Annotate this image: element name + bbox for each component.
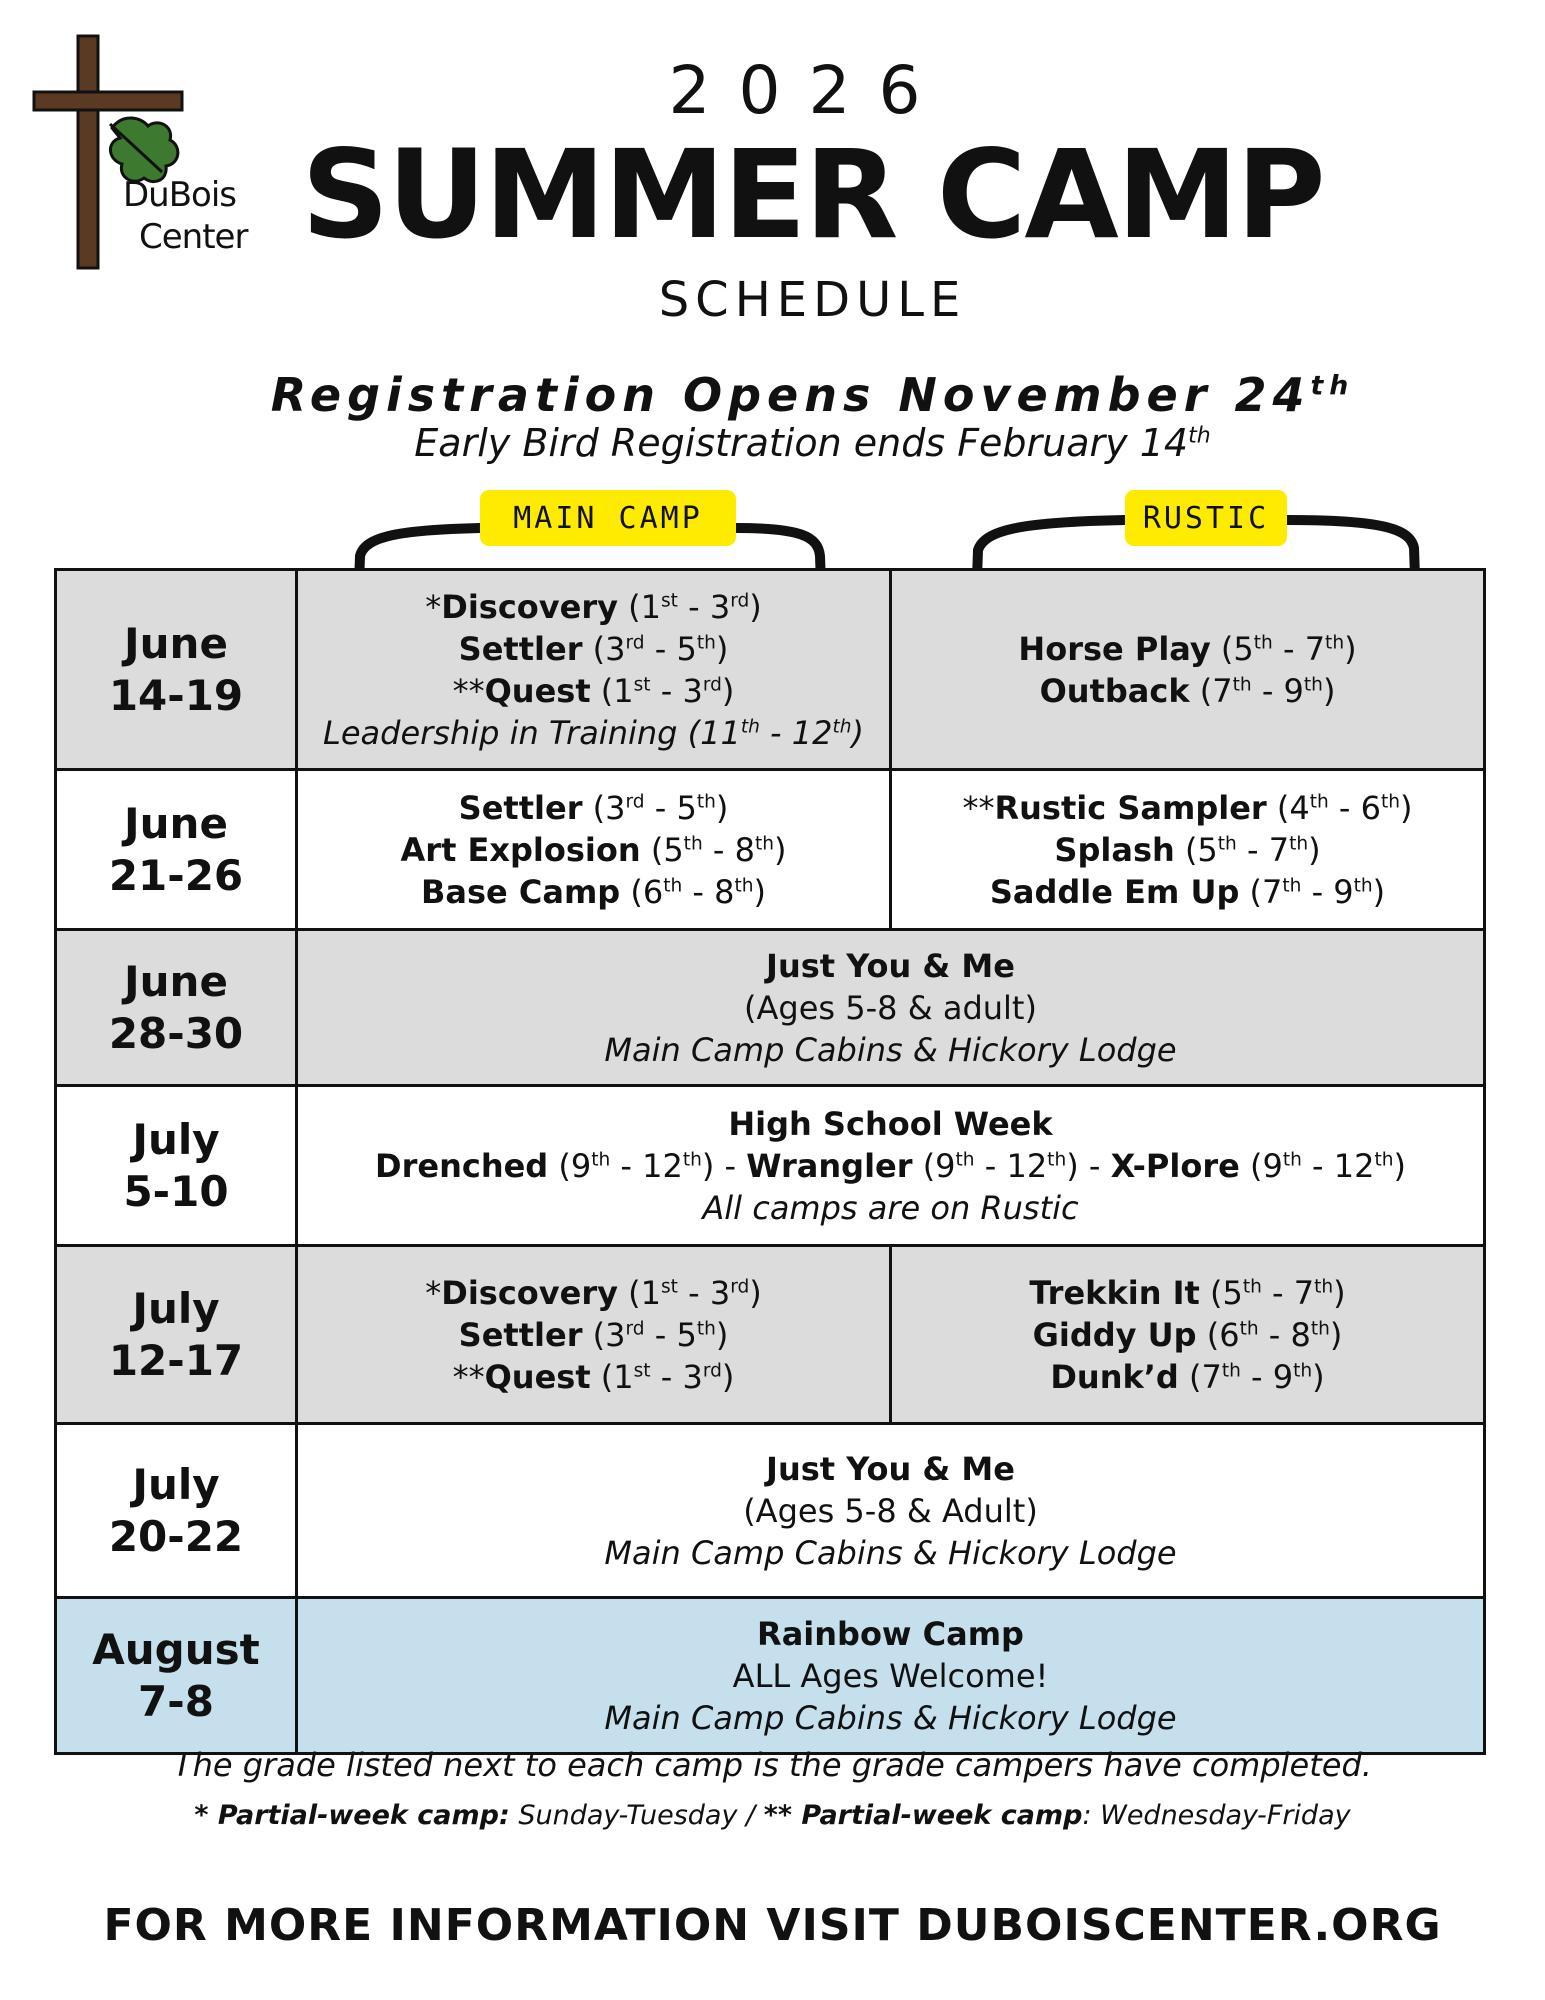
- rustic-cell: [891, 770, 1485, 930]
- grade-suffix: th: [1325, 631, 1345, 653]
- grade-end: 9: [1283, 671, 1304, 710]
- grade-start: 3: [605, 788, 626, 827]
- schedule-row: [56, 1246, 1485, 1424]
- grade-end: 12: [642, 1146, 683, 1185]
- grade-range: (1st - 3rd): [590, 671, 735, 710]
- camp-item: [306, 586, 881, 628]
- rustic-cell: [891, 1246, 1485, 1424]
- event-location: All camps are on Rustic: [702, 1188, 1079, 1227]
- grade-suffix: th: [1303, 673, 1323, 695]
- partial-week-note: * Partial-week camp: Sunday-Tuesday / ** Partial-week camp: Wednesday-Friday: [194, 1800, 1351, 1831]
- date-month: August: [92, 1624, 260, 1674]
- grade-end: 3: [709, 587, 731, 626]
- grade-range: (5th - 7th): [1210, 629, 1357, 668]
- event-subtitle: ALL Ages Welcome!: [732, 1656, 1049, 1695]
- grade-note: The grade listed next to each camp is the grade campers have completed.: [173, 1746, 1372, 1784]
- schedule-row: [56, 570, 1485, 770]
- row-date: [56, 1424, 297, 1598]
- camp-name: Giddy Up: [1032, 1315, 1197, 1354]
- grade-end: 3: [682, 671, 703, 710]
- grade-end: 7: [1304, 629, 1326, 668]
- row-date: [56, 1246, 297, 1424]
- event-location: Main Camp Cabins & Hickory Lodge: [604, 1030, 1177, 1069]
- grade-start: 5: [663, 830, 684, 869]
- camp-item: [900, 670, 1475, 712]
- camp-item: [306, 871, 881, 913]
- grade-range: (5th - 7th): [1199, 1273, 1346, 1312]
- footer-more-info: FOR MORE INFORMATION VISIT DUBOISCENTER.ORG: [103, 1900, 1442, 1951]
- grade-suffix: th: [1253, 631, 1273, 653]
- camp-name: Splash: [1054, 830, 1175, 869]
- grade-suffix: th: [663, 874, 683, 896]
- logo-text-line2: Center: [139, 217, 248, 257]
- grade-suffix: st: [633, 673, 651, 695]
- grade-range: (1st - 3rd): [617, 587, 762, 626]
- camp-name: Horse Play: [1018, 629, 1211, 668]
- grade-suffix: rd: [702, 673, 722, 695]
- combined-cell: [297, 1424, 1485, 1598]
- camp-name: Base Camp: [420, 872, 621, 911]
- grade-range: (5th - 8th): [640, 830, 787, 869]
- grade-start: 3: [605, 1315, 626, 1354]
- grade-suffix: th: [1221, 1359, 1241, 1381]
- grade-suffix: th: [1293, 1359, 1313, 1381]
- date-days: 14-19: [108, 670, 244, 720]
- page-title: SUMMER CAMP: [301, 124, 1324, 266]
- year-heading: 2026: [668, 52, 949, 129]
- grade-range: (7th - 9th): [1239, 872, 1386, 911]
- hs-camps-line: Drenched (9th - 12th) - Wrangler (9th - 12th) - X-Plore (9th - 12th): [375, 1146, 1406, 1185]
- camp-item: [900, 1272, 1475, 1314]
- grade-end: 7: [1268, 830, 1290, 869]
- event-subtitle: (Ages 5-8 & Adult): [743, 1491, 1038, 1530]
- camp-name: Quest: [484, 671, 591, 710]
- grade-range: (7th - 9th): [1189, 671, 1336, 710]
- schedule-row: [56, 1086, 1485, 1246]
- row-date: [56, 770, 297, 930]
- camp-name: Discovery: [441, 1273, 618, 1312]
- grade-suffix: rd: [702, 1359, 722, 1381]
- grade-end: 5: [676, 629, 697, 668]
- grade-end: 5: [676, 788, 697, 827]
- schedule-row: [56, 1424, 1485, 1598]
- camp-prefix: **: [452, 671, 485, 710]
- schedule-row: [56, 770, 1485, 930]
- camp-item: [900, 1356, 1475, 1398]
- camp-item: [306, 1272, 881, 1314]
- grade-suffix: rd: [730, 1275, 750, 1297]
- camp-name: Trekkin It: [1029, 1273, 1200, 1312]
- camp-item: [900, 628, 1475, 670]
- grade-start: 3: [605, 629, 626, 668]
- grade-suffix: th: [696, 1317, 716, 1339]
- grade-range: (3rd - 5th): [582, 1315, 729, 1354]
- date-days: 5-10: [123, 1166, 229, 1216]
- grade-start: 9: [935, 1146, 956, 1185]
- grade-range: (4th - 6th): [1266, 788, 1413, 827]
- registration-opens: Registration Opens November 24th: [270, 368, 1355, 422]
- grade-suffix: th: [1289, 832, 1309, 854]
- grade-end: 8: [1290, 1315, 1311, 1354]
- schedule-table: [54, 568, 1486, 1755]
- row-date: [56, 930, 297, 1086]
- grade-end: 7: [1293, 1273, 1315, 1312]
- camp-name: X-Plore: [1110, 1146, 1240, 1185]
- grade-start: 7: [1201, 1357, 1222, 1396]
- camp-item: [900, 787, 1475, 829]
- grade-suffix: rd: [730, 589, 750, 611]
- grade-suffix: th: [1380, 790, 1401, 812]
- camp-item: [306, 712, 881, 754]
- grade-start: 7: [1262, 872, 1283, 911]
- main-camp-cell: [297, 1246, 891, 1424]
- camp-name: Quest: [484, 1357, 591, 1396]
- main-camp-cell: [297, 570, 891, 770]
- row-date: [56, 570, 297, 770]
- grade-range: (9th - 12th): [548, 1146, 715, 1185]
- camp-item: [306, 1356, 881, 1398]
- camp-item: [900, 1314, 1475, 1356]
- combined-cell: [297, 930, 1485, 1086]
- grade-range: (9th - 12th): [1239, 1146, 1406, 1185]
- grade-suffix: th: [1239, 1317, 1259, 1339]
- row-date: [56, 1086, 297, 1246]
- camp-name: Wrangler: [746, 1146, 913, 1185]
- grade-suffix: rd: [625, 631, 645, 653]
- date-month: July: [132, 1114, 220, 1164]
- logo-text-line1: DuBois: [123, 175, 237, 215]
- grade-suffix: th: [1282, 874, 1302, 896]
- page-subtitle: SCHEDULE: [658, 272, 967, 328]
- date-days: 20-22: [108, 1511, 244, 1561]
- grade-range: (5th - 7th): [1174, 830, 1321, 869]
- camp-item: [900, 871, 1475, 913]
- grade-end: 8: [714, 872, 735, 911]
- grade-range: (3rd - 5th): [582, 629, 729, 668]
- grade-start: 1: [613, 671, 634, 710]
- event-location: Main Camp Cabins & Hickory Lodge: [604, 1533, 1177, 1572]
- grade-suffix: th: [754, 832, 774, 854]
- grade-suffix: th: [1217, 832, 1237, 854]
- camp-prefix: **: [962, 788, 995, 827]
- camp-name: Discovery: [441, 587, 618, 626]
- schedule-row: [56, 930, 1485, 1086]
- grade-start: 9: [570, 1146, 592, 1185]
- date-month: June: [124, 798, 228, 848]
- date-days: 28-30: [108, 1008, 244, 1058]
- combined-cell: [297, 1086, 1485, 1246]
- grade-range: (11th - 12th): [677, 713, 864, 752]
- grade-end: 9: [1272, 1357, 1294, 1396]
- grade-end: 12: [1333, 1146, 1375, 1185]
- grade-suffix: th: [1310, 1317, 1330, 1339]
- grade-start: 5: [1233, 629, 1254, 668]
- grade-start: 4: [1289, 788, 1310, 827]
- grade-suffix: th: [740, 715, 760, 737]
- event-subtitle: (Ages 5-8 & adult): [744, 988, 1037, 1027]
- camp-prefix: *: [425, 1273, 442, 1312]
- grade-suffix: st: [661, 1275, 678, 1297]
- main-camp-tag: MAIN CAMP: [480, 490, 736, 546]
- grade-suffix: rd: [625, 1317, 645, 1339]
- grade-range: (3rd - 5th): [582, 788, 729, 827]
- grade-start: 9: [1262, 1146, 1283, 1185]
- combined-cell: [297, 1598, 1485, 1754]
- grade-start: 6: [642, 872, 664, 911]
- camp-name: Rustic Sampler: [994, 788, 1267, 827]
- grade-range: (1st - 3rd): [590, 1357, 735, 1396]
- grade-end: 5: [676, 1315, 697, 1354]
- date-days: 12-17: [108, 1335, 244, 1385]
- grade-suffix: th: [734, 874, 754, 896]
- camp-prefix: **: [452, 1357, 485, 1396]
- camp-item: [306, 829, 881, 871]
- grade-range: (6th - 8th): [620, 872, 766, 911]
- camp-name: Settler: [458, 629, 583, 668]
- grade-start: 11: [700, 713, 741, 752]
- camp-item: [306, 787, 881, 829]
- grade-suffix: th: [1353, 874, 1373, 896]
- grade-suffix: th: [696, 790, 716, 812]
- grade-suffix: th: [1374, 1148, 1394, 1170]
- grade-end: 12: [1006, 1146, 1048, 1185]
- camp-name: Art Explosion: [400, 830, 641, 869]
- camp-item: [306, 628, 881, 670]
- main-camp-cell: [297, 770, 891, 930]
- grade-suffix: th: [1242, 1275, 1262, 1297]
- grade-range: (9th - 12th): [912, 1146, 1079, 1185]
- rustic-cell: [891, 570, 1485, 770]
- grade-suffix: st: [633, 1359, 651, 1381]
- grade-suffix: rd: [625, 790, 645, 812]
- schedule-row: [56, 1598, 1485, 1754]
- grade-suffix: th: [1232, 673, 1252, 695]
- date-month: June: [124, 618, 228, 668]
- date-month: June: [124, 956, 228, 1006]
- camp-name: Saddle Em Up: [989, 872, 1240, 911]
- event-title: Just You & Me: [766, 946, 1015, 985]
- grade-suffix: st: [661, 589, 678, 611]
- camp-item: [306, 670, 881, 712]
- grade-suffix: th: [1282, 1148, 1302, 1170]
- camp-name: Settler: [458, 788, 583, 827]
- grade-end: 8: [734, 830, 755, 869]
- grade-suffix: th: [1314, 1275, 1334, 1297]
- grade-suffix: th: [1047, 1148, 1067, 1170]
- grade-end: 12: [791, 713, 833, 752]
- grade-range: (6th - 8th): [1196, 1315, 1343, 1354]
- grade-end: 3: [682, 1357, 703, 1396]
- grade-start: 5: [1197, 830, 1218, 869]
- event-title: High School Week: [728, 1104, 1053, 1143]
- grade-end: 6: [1360, 788, 1381, 827]
- date-month: July: [132, 1459, 220, 1509]
- camp-item: [306, 1314, 881, 1356]
- event-title: Just You & Me: [766, 1449, 1015, 1488]
- grade-start: 1: [640, 587, 661, 626]
- event-location: Main Camp Cabins & Hickory Lodge: [604, 1698, 1177, 1737]
- camp-name: Outback: [1039, 671, 1190, 710]
- camp-name: Settler: [458, 1315, 583, 1354]
- grade-end: 3: [709, 1273, 731, 1312]
- camp-name: Dunk’d: [1050, 1357, 1179, 1396]
- grade-start: 6: [1219, 1315, 1240, 1354]
- event-title: Rainbow Camp: [757, 1614, 1024, 1653]
- grade-range: (7th - 9th): [1178, 1357, 1325, 1396]
- grade-suffix: th: [1309, 790, 1329, 812]
- grade-start: 5: [1222, 1273, 1243, 1312]
- grade-start: 1: [613, 1357, 634, 1396]
- camp-item: [900, 829, 1475, 871]
- date-days: 21-26: [108, 850, 244, 900]
- date-days: 7-8: [138, 1676, 214, 1726]
- grade-suffix: th: [955, 1148, 975, 1170]
- grade-range: (1st - 3rd): [617, 1273, 762, 1312]
- grade-suffix: th: [832, 715, 852, 737]
- grade-end: 9: [1333, 872, 1354, 911]
- grade-start: 1: [640, 1273, 661, 1312]
- grade-suffix: th: [696, 631, 716, 653]
- early-bird-note: Early Bird Registration ends February 14th: [414, 421, 1211, 465]
- grade-suffix: th: [683, 832, 703, 854]
- camp-prefix: *: [425, 587, 442, 626]
- date-month: July: [132, 1283, 220, 1333]
- grade-suffix: th: [682, 1148, 702, 1170]
- grade-start: 7: [1212, 671, 1233, 710]
- rustic-tag: RUSTIC: [1125, 490, 1287, 546]
- camp-name: Drenched: [375, 1146, 549, 1185]
- row-date: [56, 1598, 297, 1754]
- camp-name: Leadership in Training: [323, 713, 678, 752]
- grade-suffix: th: [591, 1148, 611, 1170]
